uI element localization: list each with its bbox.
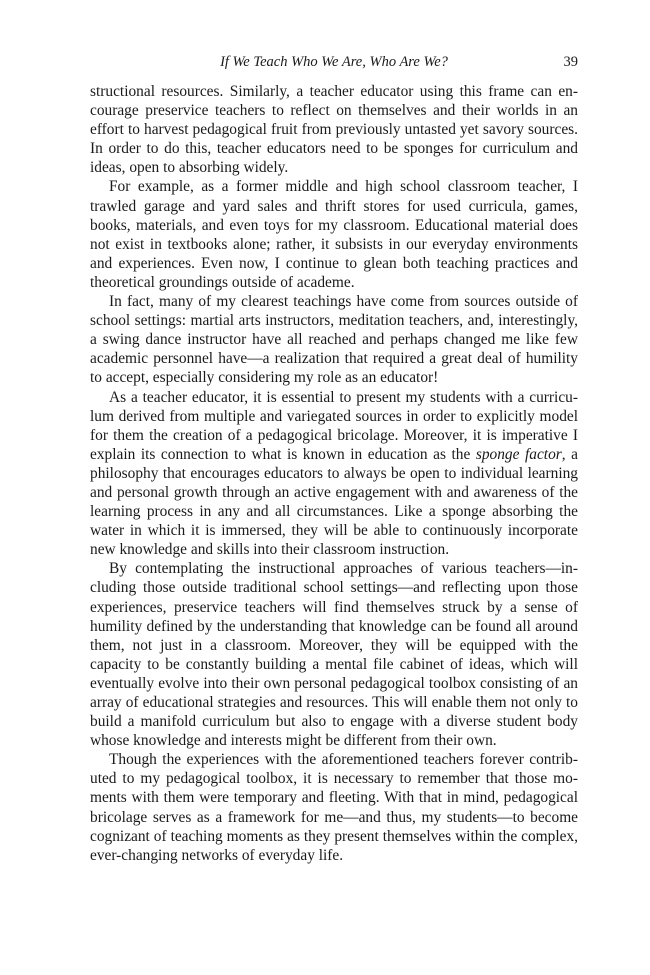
paragraph-text-end: , a philosophy that encourages educators to always be open to individual learning and personal growth through an active engagement with and awareness of the learning process in any and all circumstances. Like a sponge absorbing the water in which it is immersed, they will be able to continuously incorporate new knowledge and skills into their classroom instruction. — [90, 445, 578, 559]
running-title: If We Teach Who We Are, Who Are We? — [220, 54, 448, 70]
paragraph-text-start: As a teacher educator, it is essential to present my students with a curriculum derived from multiple and variegated sources in order to explicitly model for them the creation of a pedagogical bricolage. Moreover, it is imperative I explain its connection to what is known in education as the — [90, 388, 578, 463]
paragraph-for-example: For example, as a former middle and high school classroom teacher, I trawled garage and yard sales and thrift stores for used curricula, games, books, materials, and even toys for my classroom. Educational material does not exist in textbooks alone; rather, it subsists in our everyday environments and experiences. Even now, I continue to glean both teaching practices and theoretical groundings outside of academe. — [90, 178, 578, 291]
page-number: 39 — [563, 54, 578, 70]
running-header — [90, 52, 578, 72]
paragraph-continuation: structional resources. Similarly, a teacher educator using this frame can encourage preservice teachers to reflect on themselves and their worlds in an effort to harvest pedagogical fruit from previously untasted yet savory sources. In order to do this, teacher educators need to be sponges for curriculum and ideas, open to absorbing widely. — [90, 83, 578, 177]
paragraph-contemplating: By contemplating the instructional approaches of various teachers—including those outside traditional school settings—and reflecting upon those experiences, preservice teachers will find themselves struck by a sense of humility defined by the understanding that knowledge can be found all around them, not just in a classroom. Moreover, they will be equipped with the capacity to be constantly building a mental file cabinet of ideas, which will eventually evolve into their own personal pedagogical toolbox consisting of an array of educational strategies and resources. This will enable them not only to build a manifold curriculum but also to engage with a diverse student body whose knowledge and interests might be different from their own. — [90, 560, 578, 750]
paragraph-in-fact: In fact, many of my clearest teachings have come from sources outside of school settings: martial arts instructors, meditation teachers, and, interestingly, a swing dance instructor have all reached and perhaps changed me like few academic personnel have—a realization that required a great deal of humility to accept, especially considering my role as an educator! — [90, 293, 578, 387]
book-page — [90, 52, 578, 865]
paragraph-teacher-educator — [90, 388, 578, 560]
body-text — [90, 82, 578, 865]
sponge-factor-term: sponge factor — [475, 445, 562, 463]
paragraph-though: Though the experiences with the aforementioned teachers forever contributed to my pedagogical toolbox, it is necessary to remember that those moments with them were temporary and fleeting. With that in mind, pedagogical bricolage serves as a framework for me—and thus, my students—to become cognizant of teaching moments as they present themselves within the complex, ever-changing networks of everyday life. — [90, 751, 578, 864]
